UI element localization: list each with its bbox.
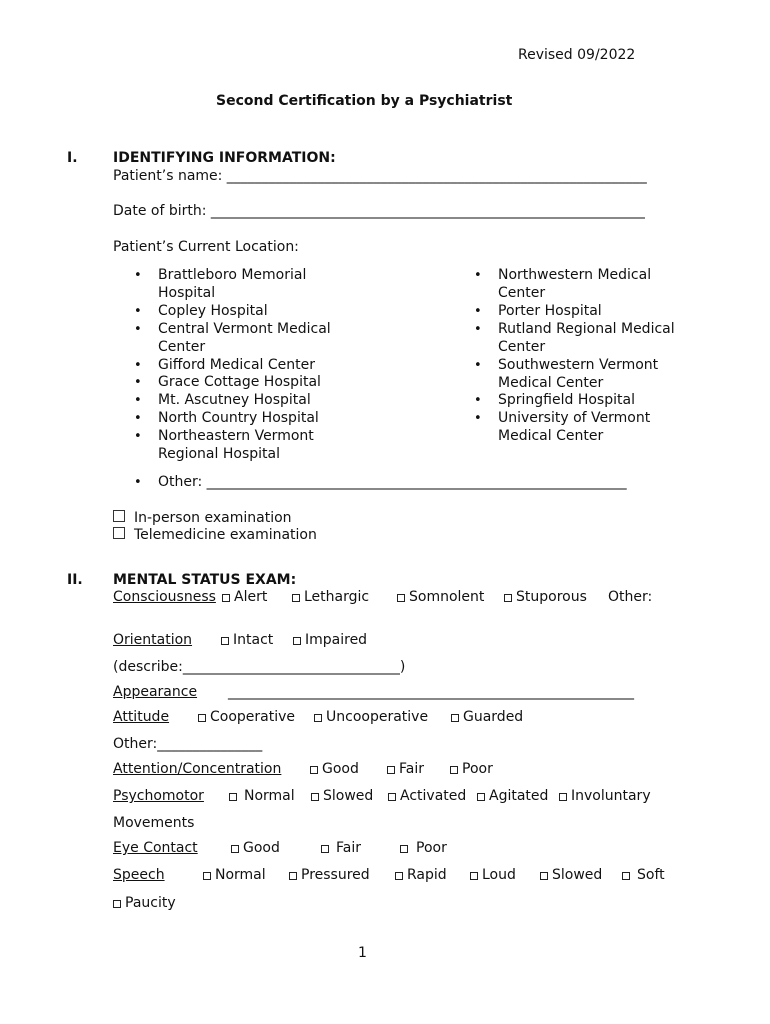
other-location-field[interactable]: Other: ____________________________________________________________	[158, 474, 627, 490]
attitude-label: Attitude	[113, 709, 170, 725]
checkbox-icon	[400, 845, 408, 853]
bullet-icon: •	[134, 411, 142, 426]
list-item[interactable]: Central Vermont Medical Center	[158, 321, 331, 355]
attitude-other-field[interactable]: Other:_______________	[113, 736, 263, 752]
option-eye-good[interactable]: Good	[231, 840, 280, 856]
checkbox-icon	[314, 714, 322, 722]
checkbox-icon	[450, 766, 458, 774]
option-speech-loud[interactable]: Loud	[470, 867, 516, 883]
list-item[interactable]: Northeastern Vermont Regional Hospital	[158, 428, 314, 462]
section-1-numeral: I.	[67, 150, 78, 166]
option-speech-pressured[interactable]: Pressured	[289, 867, 370, 883]
list-item[interactable]: Springfield Hospital	[498, 392, 635, 408]
option-speech-soft[interactable]: Soft	[622, 867, 665, 883]
list-item[interactable]: Copley Hospital	[158, 303, 268, 319]
option-guarded[interactable]: Guarded	[451, 709, 523, 725]
list-item[interactable]: Brattleboro Memorial Hospital	[158, 267, 307, 301]
bullet-icon: •	[474, 304, 482, 319]
bullet-icon: •	[134, 268, 142, 283]
list-item[interactable]: Rutland Regional Medical Center	[498, 321, 675, 355]
option-lethargic[interactable]: Lethargic	[292, 589, 369, 605]
bullet-icon: •	[134, 358, 142, 373]
revised-date: Revised 09/2022	[518, 47, 636, 63]
option-intact[interactable]: Intact	[221, 632, 273, 648]
page-number: 1	[358, 945, 367, 961]
consciousness-other[interactable]: Other:	[608, 589, 653, 605]
section-1-heading: IDENTIFYING INFORMATION:	[113, 150, 336, 166]
option-speech-slowed[interactable]: Slowed	[540, 867, 602, 883]
checkbox-icon	[559, 793, 567, 801]
bullet-icon: •	[134, 322, 142, 337]
section-2-heading: MENTAL STATUS EXAM:	[113, 572, 297, 588]
bullet-icon: •	[134, 393, 142, 408]
checkbox-icon	[310, 766, 318, 774]
checkbox-icon	[289, 872, 297, 880]
option-speech-rapid[interactable]: Rapid	[395, 867, 447, 883]
checkbox-icon	[451, 714, 459, 722]
option-psychomotor-activated[interactable]: Activated	[388, 788, 466, 804]
document-title: Second Certification by a Psychiatrist	[216, 93, 513, 109]
appearance-label: Appearance	[113, 684, 198, 700]
bullet-icon: •	[474, 268, 482, 283]
option-attention-fair[interactable]: Fair	[387, 761, 424, 777]
checkbox-icon	[395, 872, 403, 880]
option-psychomotor-normal[interactable]: Normal	[229, 788, 295, 804]
date-of-birth-field[interactable]: Date of birth: ______________________________________________________________	[113, 203, 645, 219]
option-eye-fair[interactable]: Fair	[321, 840, 361, 856]
bullet-icon: •	[474, 358, 482, 373]
option-speech-normal[interactable]: Normal	[203, 867, 266, 883]
checkbox-icon	[387, 766, 395, 774]
section-2-numeral: II.	[67, 572, 83, 588]
checkbox-icon	[622, 872, 630, 880]
option-psychomotor-agitated[interactable]: Agitated	[477, 788, 548, 804]
checkbox-icon	[113, 527, 125, 539]
bullet-icon: •	[134, 375, 142, 390]
checkbox-icon	[198, 714, 206, 722]
checkbox-icon	[292, 594, 300, 602]
checkbox-icon	[504, 594, 512, 602]
patient-name-field[interactable]: Patient’s name: ____________________________________________________________	[113, 168, 647, 184]
checkbox-icon	[229, 793, 237, 801]
list-item[interactable]: Southwestern Vermont Medical Center	[498, 357, 659, 391]
list-item[interactable]: Mt. Ascutney Hospital	[158, 392, 311, 408]
option-impaired[interactable]: Impaired	[293, 632, 367, 648]
checkbox-icon	[540, 872, 548, 880]
option-somnolent[interactable]: Somnolent	[397, 589, 484, 605]
checkbox-icon	[477, 793, 485, 801]
location-label: Patient’s Current Location:	[113, 239, 299, 255]
bullet-icon: •	[474, 411, 482, 426]
eye-contact-label: Eye Contact	[113, 840, 198, 856]
checkbox-icon	[388, 793, 396, 801]
option-alert[interactable]: Alert	[222, 589, 267, 605]
checkbox-icon	[397, 594, 405, 602]
telemedicine-checkbox[interactable]: Telemedicine examination	[113, 527, 317, 543]
option-uncooperative[interactable]: Uncooperative	[314, 709, 428, 725]
checkbox-icon	[311, 793, 319, 801]
checkbox-icon	[231, 845, 239, 853]
consciousness-label: Consciousness	[113, 589, 216, 605]
psychomotor-movements-text: Movements	[113, 815, 195, 831]
option-attention-good[interactable]: Good	[310, 761, 359, 777]
bullet-icon: •	[134, 304, 142, 319]
list-item[interactable]: Grace Cottage Hospital	[158, 374, 321, 390]
bullet-icon: •	[474, 393, 482, 408]
option-psychomotor-slowed[interactable]: Slowed	[311, 788, 373, 804]
list-item[interactable]: Northwestern Medical Center	[498, 267, 652, 301]
checkbox-icon	[222, 594, 230, 602]
list-item[interactable]: Gifford Medical Center	[158, 357, 316, 373]
checkbox-icon	[470, 872, 478, 880]
appearance-field[interactable]: __________________________________________________________	[228, 684, 634, 700]
speech-label: Speech	[113, 867, 165, 883]
option-cooperative[interactable]: Cooperative	[198, 709, 295, 725]
orientation-label: Orientation	[113, 632, 193, 648]
checkbox-icon	[113, 510, 125, 522]
attention-label: Attention/Concentration	[113, 761, 282, 777]
option-psychomotor-involuntary[interactable]: Involuntary	[559, 788, 651, 804]
list-item[interactable]: Porter Hospital	[498, 303, 602, 319]
list-item[interactable]: University of Vermont Medical Center	[498, 410, 651, 444]
checkbox-icon	[113, 900, 121, 908]
in-person-checkbox[interactable]: In-person examination	[113, 510, 292, 526]
bullet-icon: •	[134, 429, 142, 444]
option-attention-poor[interactable]: Poor	[450, 761, 493, 777]
orientation-describe-field[interactable]: (describe:_______________________________)	[113, 659, 406, 675]
psychomotor-label: Psychomotor	[113, 788, 204, 804]
bullet-icon: •	[474, 322, 482, 337]
option-stuporous[interactable]: Stuporous	[504, 589, 587, 605]
checkbox-icon	[293, 637, 301, 645]
checkbox-icon	[221, 637, 229, 645]
option-eye-poor[interactable]: Poor	[400, 840, 447, 856]
checkbox-icon	[203, 872, 211, 880]
list-item[interactable]: North Country Hospital	[158, 410, 319, 426]
bullet-icon: •	[134, 475, 142, 490]
checkbox-icon	[321, 845, 329, 853]
option-speech-paucity[interactable]: Paucity	[113, 895, 176, 911]
